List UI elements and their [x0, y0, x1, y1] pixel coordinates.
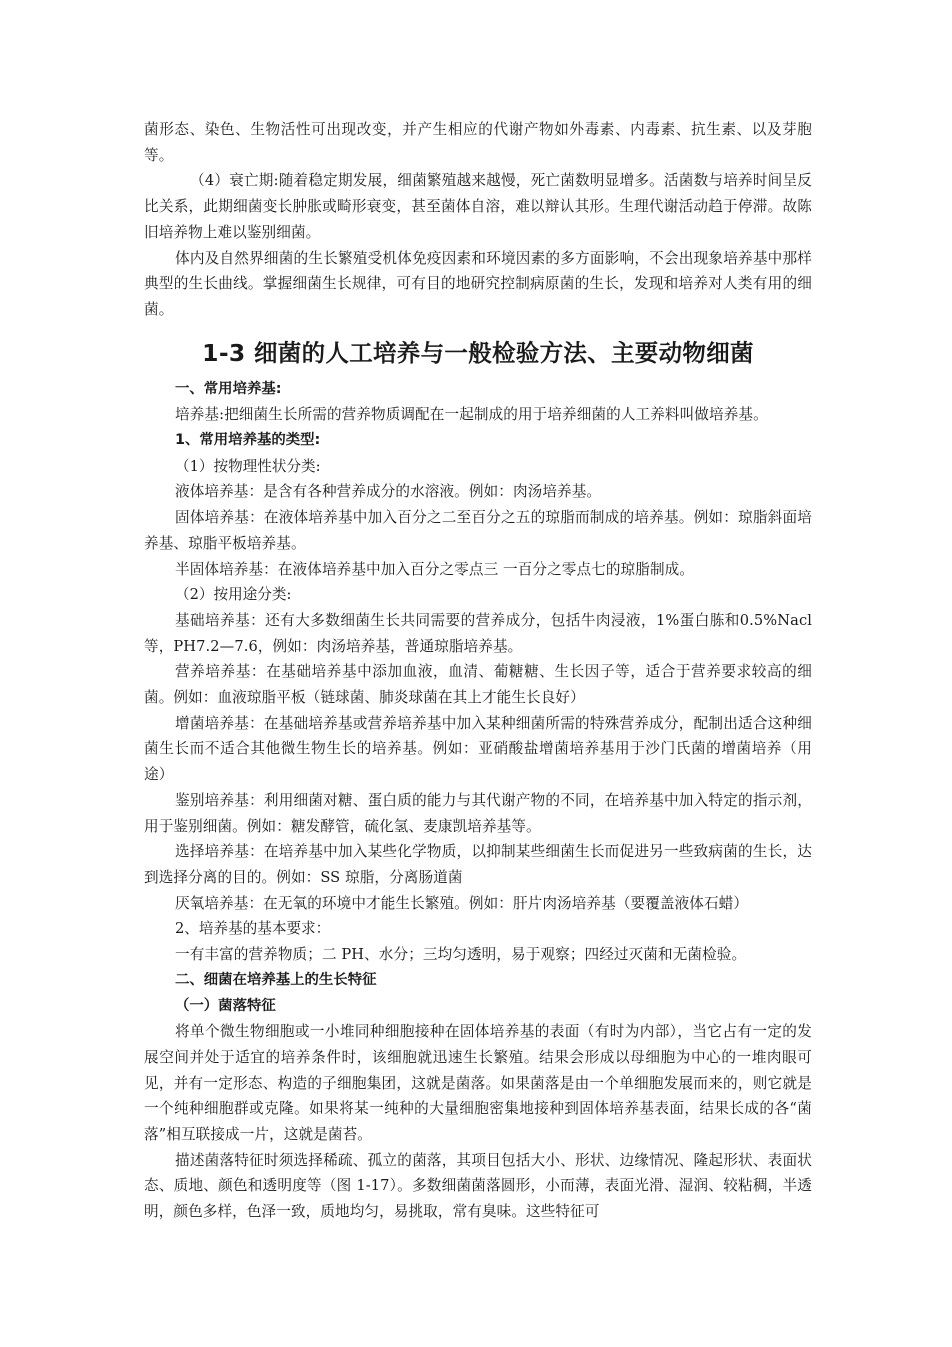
- paragraph-colony: 将单个微生物细胞或一小堆同种细胞接种在固体培养基的表面（有时为内部），当它占有一定的发展空间并处于适宜的培养条件时，该细胞就迅速生长繁殖。结果会形成以母细胞为中心的一堆肉眼可见，并有一定形态、构造的子细胞集团，这就是菌落。如果菌落是由一个单细胞发展而来的，则它就是一个纯种细胞群或克隆。如果将某一纯种的大量细胞密集地接种到固体培养基表面，结果长成的各“菌落”相互联接成一片，这就是菌苔。: [144, 1023, 812, 1144]
- heading-media-types: 1、常用培养基的类型:: [175, 432, 321, 449]
- paragraph-semisolid-media: 半固体培养基：在液体培养基中加入百分之零点三 一百分之零点七的琼脂制成。: [175, 560, 695, 578]
- paragraph-nutrient-media: 营养培养基：在基础培养基中添加血液，血清、葡糖糖、生长因子等，适合于营养要求较高的细菌。例如：血液琼脂平板（链球菌、肺炎球菌在其上才能生长良好）: [144, 663, 812, 707]
- heading-media-requirements: 2、培养基的基本要求：: [175, 920, 331, 938]
- heading-common-media: 一、常用培养基:: [175, 380, 282, 397]
- heading-by-physical: （1）按物理性状分类:: [175, 457, 321, 475]
- paragraph-enrichment-media: 增菌培养基：在基础培养基或营养培养基中加入某种细菌所需的特殊营养成分，配制出适合这种细菌生长而不适合其他微生物生长的培养基。例如：亚硝酸盐增菌培养基用于沙门氏菌的增菌培养（用途）: [144, 714, 812, 784]
- paragraph-liquid-media: 液体培养基：是含有各种营养成分的水溶液。例如：肉汤培养基。: [175, 483, 602, 501]
- paragraph-media-definition: 培养基:把细菌生长所需的营养物质调配在一起制成的用于培养细菌的人工养料叫做培养基。: [175, 406, 768, 424]
- paragraph-requirements: 一有丰富的营养物质；二 PH、水分；三均匀透明，易于观察；四经过灭菌和无菌检验。: [175, 946, 747, 964]
- section-title: 1-3 细菌的人工培养与一般检验方法、主要动物细菌: [202, 338, 754, 367]
- paragraph-growth-features: 菌形态、染色、生物活性可出现改变，并产生相应的代谢产物如外毒素、内毒素、抗生素、以及芽胞等。: [144, 121, 812, 164]
- paragraph-differential-media: 鉴别培养基：利用细菌对糖、蛋白质的能力与其代谢产物的不同，在培养基中加入特定的指示剂，用于鉴别细菌。例如：糖发酵管，硫化氢、麦康凯培养基等。: [144, 791, 812, 835]
- paragraph-solid-media: 固体培养基：在液体培养基中加入百分之二至百分之五的琼脂而制成的培养基。例如：琼脂斜面培养基、琼脂平板培养基。: [144, 509, 812, 552]
- heading-colony-features: （一）菌落特征: [175, 997, 276, 1014]
- paragraph-anaerobic-media: 厌氧培养基：在无氧的环境中才能生长繁殖。例如：肝片肉汤培养基（要覆盖液体石蜡）: [175, 894, 749, 912]
- paragraph-colony-description: 描述菌落特征时须选择稀疏、孤立的菌落，其项目包括大小、形状、边缘情况、隆起形状、表面状态、质地、颜色和透明度等（图 1-17）。多数细菌菌落圆形，小而薄，表面光滑、湿润、较粘稠，半透明，颜色多样，色泽一致，质地均匀，易挑取，常有臭味。这些特征可: [144, 1151, 812, 1221]
- paragraph-decline-phase: （4）衰亡期:随着稳定期发展，细菌繁殖越来越慢，死亡菌数明显增多。活菌数与培养时间呈反比关系，此期细菌变长肿胀或畸形衰变，甚至菌体自溶，难以辩认其形。生理代谢活动趋于停滞。故陈旧培养物上难以鉴别细菌。: [144, 172, 812, 241]
- paragraph-basic-media: 基础培养基：还有大多数细菌生长共同需要的营养成分，包括牛肉浸液，1%蛋白胨和0.5%Nacl 等，PH7.2—7.6，例如：肉汤培养基，普通琼脂培养基。: [144, 611, 812, 655]
- heading-by-use: （2）按用途分类:: [175, 586, 292, 604]
- paragraph-growth-curve: 体内及自然界细菌的生长繁殖受机体免疫因素和环境因素的多方面影响，不会出现象培养基中那样典型的生长曲线。掌握细菌生长规律，可有目的地研究控制病原菌的生长，发现和培养对人类有用的细菌。: [144, 249, 812, 318]
- paragraph-selective-media: 选择培养基：在培养基中加入某些化学物质，以抑制某些细菌生长而促进另一些致病菌的生长，达到选择分离的目的。例如：SS 琼脂，分离肠道菌: [144, 843, 812, 886]
- document-page: [144, 117, 812, 1225]
- heading-growth-characteristics: 二、细菌在培养基上的生长特征: [175, 971, 377, 988]
